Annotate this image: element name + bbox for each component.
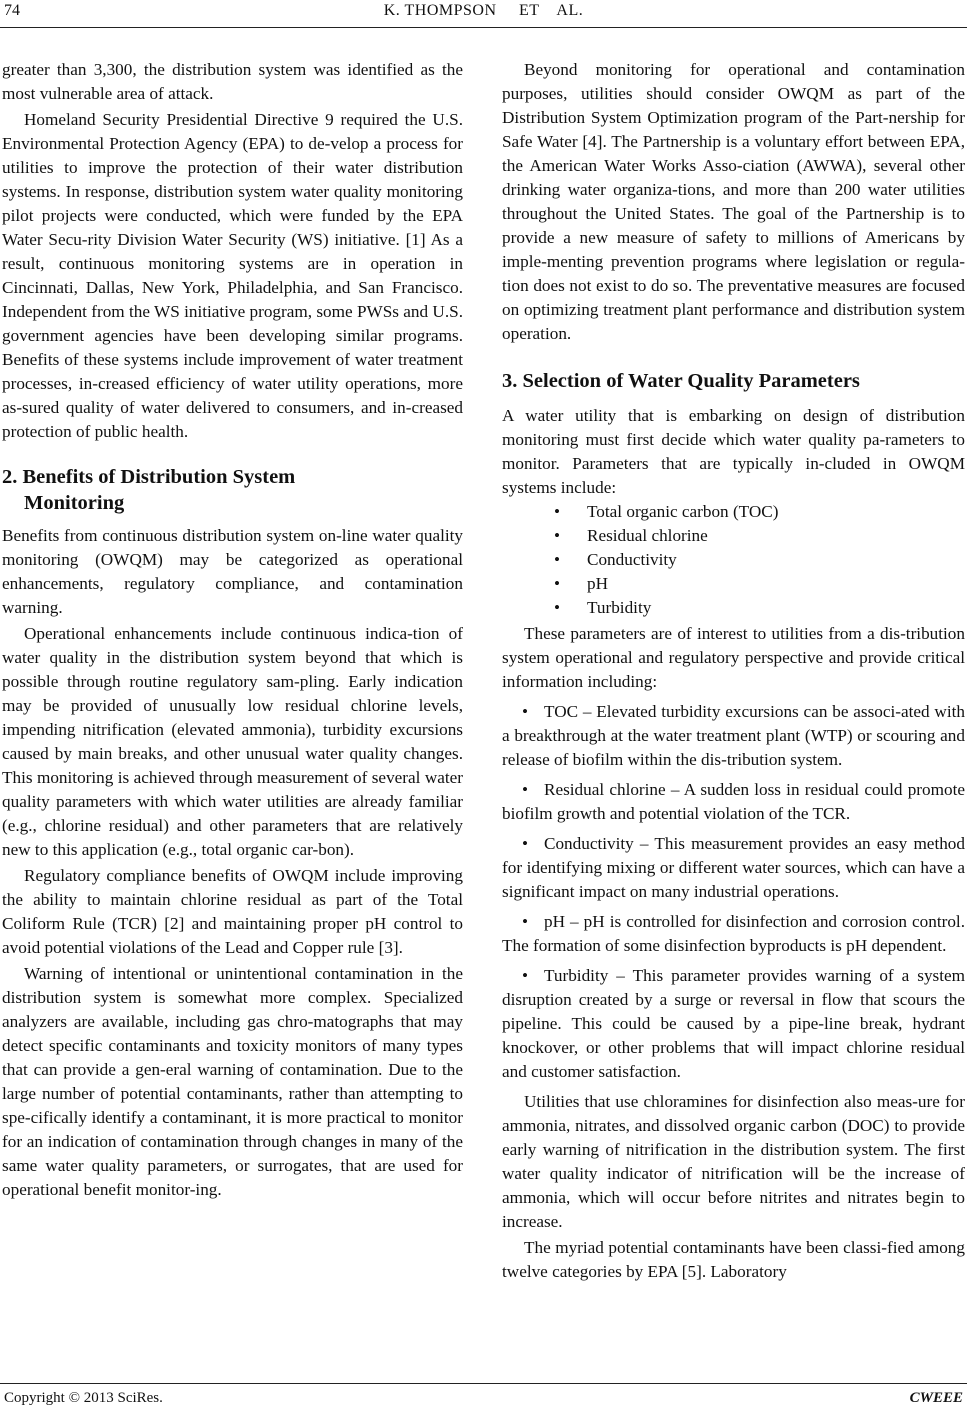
bullet-icon: • <box>522 966 529 985</box>
bullet-icon: • <box>554 526 561 545</box>
list-item-text: Conductivity <box>587 550 677 569</box>
definition-text: Residual chlorine – A sudden loss in residual could promote biofilm growth and potential violation of the TCR. <box>502 780 965 823</box>
right-column <box>502 58 965 1284</box>
copyright-notice: Copyright © 2013 SciRes. <box>4 1390 163 1406</box>
paragraph: These parameters are of interest to utilities from a dis-tribution system operational and regulatory perspective and provide critical information including: <box>502 624 965 691</box>
paragraph: Benefits from continuous distribution system on-line water quality monitoring (OWQM) may be categorized as operational enhancements, regulatory compliance, and contamination warning. <box>2 526 463 617</box>
bullet-icon: • <box>554 502 561 521</box>
definition-item <box>502 700 965 772</box>
definition-text: TOC – Elevated turbidity excursions can be associ-ated with a breakthrough at the water treatment plant (WTP) or scouring and release of biofilm within the dis-tribution system. <box>502 702 965 769</box>
section-heading: 3. Selection of Water Quality Parameters <box>502 370 860 392</box>
bullet-icon: • <box>522 912 529 931</box>
bullet-icon: • <box>522 780 529 799</box>
journal-abbreviation: CWEEE <box>909 1390 963 1406</box>
paragraph: A water utility that is embarking on design of distribution monitoring must first decide which water quality pa-rameters to monitor. Parameters that are typically in-cluded in OWQM systems include: <box>502 406 965 497</box>
definition-text: Turbidity – This parameter provides warning of a system disruption created by a surge or reversal in flow that scours the pipeline. This could be caused by a pipe-line break, hydrant knockover, or other problems that will impact chlorine residual and customer satisfaction. <box>502 966 965 1081</box>
paragraph: Warning of intentional or unintentional contamination in the distribution system is somewhat more complex. Specialized analyzers are available, including gas chro-matographs that may detect specific contaminants and toxicity monitors of many types that can provide a gen-eral warning of contamination. Due to the large number of potential contaminants, rather than attempting to spe-cifically identify a contaminant, it is more practical to monitor for an indication of contamination through changes in many of the same water quality parameters, or surrogates, that are used for operational benefit monitor-ing. <box>2 964 463 1199</box>
parameter-list <box>502 500 965 620</box>
bullet-icon: • <box>522 834 529 853</box>
section-heading <box>2 464 463 516</box>
section-heading-line: Monitoring <box>24 492 125 514</box>
bullet-icon: • <box>554 598 561 617</box>
definition-item <box>502 832 965 904</box>
paragraph: Operational enhancements include continuous indica-tion of water quality in the distribution system beyond that which is possible through routine regulatory sam-pling. Early indication may be provided of unusually low residual chlorine levels, impending nitrification (elevated ammonia), turbidity excursions caused by main breaks, and other unusual water quality changes. This monitoring is achieved through measurement of several water quality parameters with which water utilities are already familiar (e.g., chlorine residual) and other parameters that are relatively new to this application (e.g., total organic car-bon). <box>2 624 463 859</box>
list-item-text: Total organic carbon (TOC) <box>587 502 779 521</box>
list-item <box>502 572 965 596</box>
bullet-icon: • <box>554 550 561 569</box>
paragraph: Utilities that use chloramines for disinfection also meas-ure for ammonia, nitrates, and dissolved organic carbon (DOC) to provide early warning of nitrification in the distribution system. The first water quality indicator of nitrification will be the increase of ammonia, which will occur before nitrites and nitrates begin to increase. <box>502 1092 965 1231</box>
definition-text: Conductivity – This measurement provides an easy method for identifying mixing or different water sources, which can have a significant impact on many industrial operations. <box>502 834 965 901</box>
definition-text: pH – pH is controlled for disinfection and corrosion control. The formation of some disinfection byproducts is pH dependent. <box>502 912 965 955</box>
list-item-text: pH <box>587 574 609 593</box>
paragraph: Beyond monitoring for operational and contamination purposes, utilities should consider OWQM as part of the Distribution System Optimization program of the Part-nership for Safe Water [4]. The Partnership is a voluntary effort between EPA, the American Water Works Asso-ciation (AWWA), several other drinking water organiza-tions, and more than 200 water utilities throughout the United States. The goal of the Partnership is to provide a new measure of safety to millions of Americans by imple-menting prevention programs where legislation or regula-tion does not exist to do so. The preventative measures are focused on optimizing treatment plant performance and distribution system operation. <box>502 60 965 343</box>
list-item <box>502 500 965 524</box>
paragraph: Regulatory compliance benefits of OWQM include improving the ability to maintain chlorine residual as part of the Total Coliform Rule (TCR) [2] and maintaining proper pH control to avoid potential violations of the Lead and Copper rule [3]. <box>2 866 463 957</box>
definition-item <box>502 964 965 1084</box>
definition-item <box>502 910 965 958</box>
list-item-text: Residual chlorine <box>587 526 708 545</box>
left-column <box>2 58 463 1202</box>
bullet-icon: • <box>522 702 529 721</box>
list-item <box>502 524 965 548</box>
page-number: 74 <box>4 2 20 19</box>
running-head: K. THOMPSON ET AL. <box>383 2 584 19</box>
section-heading-line: 2. Benefits of Distribution System <box>2 466 296 488</box>
list-item <box>502 548 965 572</box>
paragraph: Homeland Security Presidential Directive 9 required the U.S. Environmental Protection Agency (EPA) to de-velop a process for utilities to improve the protection of their water distribution systems. In response, distribution system water quality monitoring pilot projects were conducted, which were funded by the EPA Water Secu-rity Division Water Security (WS) initiative. [1] As a result, continuous monitoring systems are in operation in Cincinnati, Dallas, New York, Philadelphia, and San Francisco. Independent from the WS initiative program, some PWSs and U.S. government agencies have been developing similar programs. Benefits of these systems include improvement of water treatment processes, in-creased efficiency of water utility operations, more as-sured quality of water delivered to consumers, and in-creased protection of public health. <box>2 110 463 441</box>
footer-rule <box>0 1383 967 1384</box>
definition-item <box>502 778 965 826</box>
paragraph: The myriad potential contaminants have been classi-fied among twelve categories by EPA [5]. Laboratory <box>502 1238 965 1281</box>
paragraph: greater than 3,300, the distribution system was identified as the most vulnerable area of attack. <box>2 60 463 103</box>
bullet-icon: • <box>554 574 561 593</box>
header-rule <box>0 27 967 28</box>
list-item-text: Turbidity <box>587 598 652 617</box>
list-item <box>502 596 965 620</box>
